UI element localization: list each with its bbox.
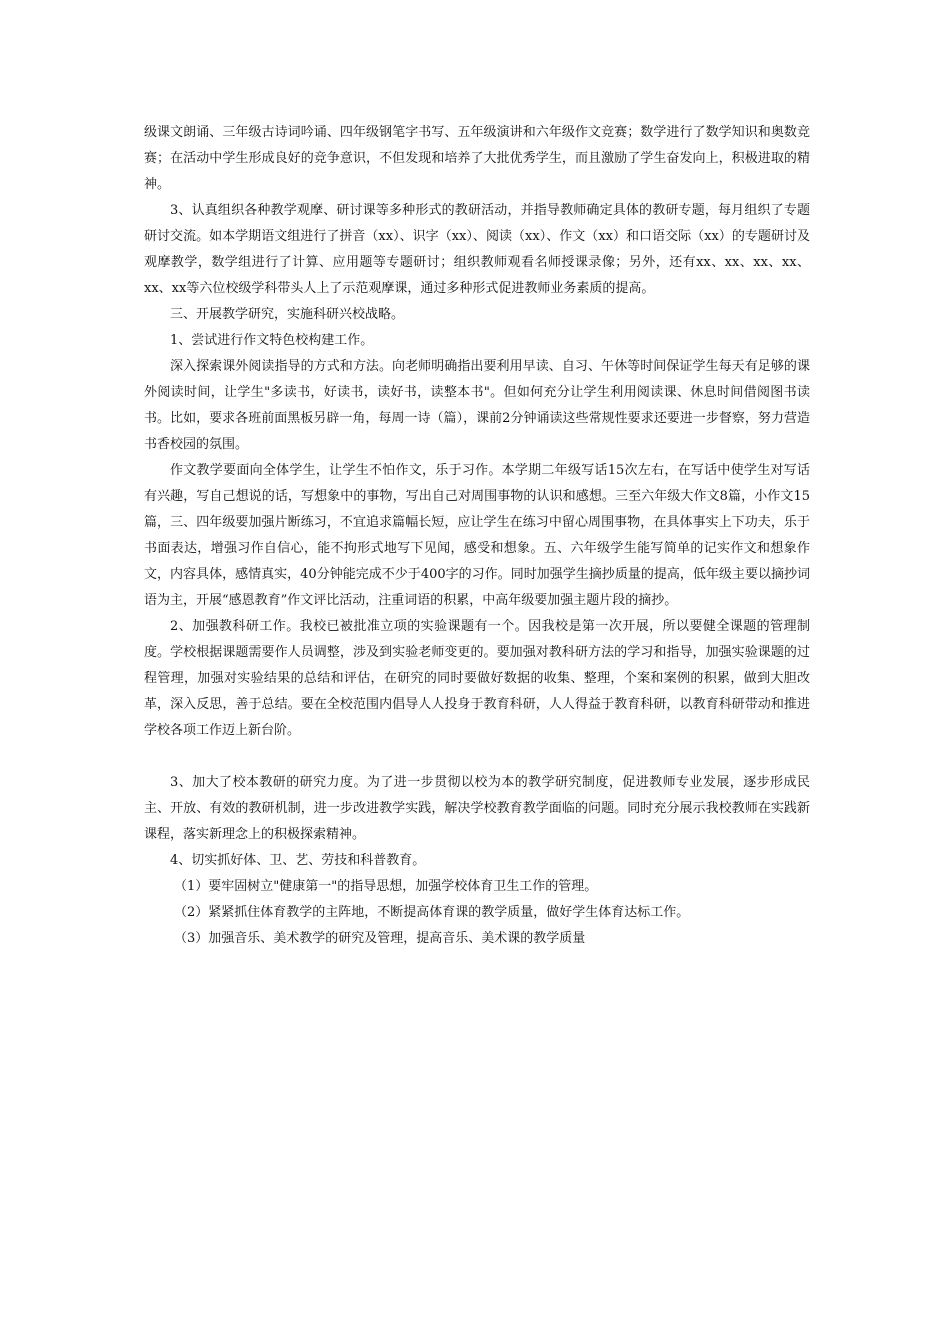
section-heading-research: 三、开展教学研究，实施科研兴校战略。 [170, 307, 405, 322]
document-body [144, 120, 810, 952]
paragraph-composition-teaching: 作文教学要面向全体学生，让学生不怕作文，乐于习作。本学期二年级写话15次左右，在写话中使学生对写话有兴趣，写自己想说的话，写想象中的事物，写出自己对周围事物的认识和感想。三至六年级大作文8篇，小作文15篇，三、四年级要加强片断练习，不宜追求篇幅长短，应让学生在练习中留心周围事物，在具体事实上下功夫，乐于书面表达，增强习作自信心，能不拘形式地写下见闻，感受和想象。五、六年级学生能写简单的记实作文和想象作文，内容具体，感情真实，40分钟能完成不少于400字的习作。同时加强学生摘抄质量的提高，低年级主要以摘抄词语为主，开展“感恩教育”作文评比活动，注重词语的积累，中高年级要加强主题片段的摘抄。 [144, 463, 810, 608]
paragraph-educational-research: 2、加强教科研工作。我校已被批准立项的实验课题有一个。因我校是第一次开展，所以要健全课题的管理制度。学校根据课题需要作人员调整，涉及到实验老师变更的。要加强对教科研方法的学习和指导，加强实验课题的过程管理，加强对实验结果的总结和评估，在研究的同时要做好数据的收集、整理，个案和案例的积累，做到大胆改革，深入反思，善于总结。要在全校范围内倡导人人投身于教育科研，人人得益于教育科研，以教育科研带动和推进学校各项工作迈上新台阶。 [144, 619, 810, 738]
sub-item-health-first: （1）要牢固树立"健康第一"的指导思想，加强学校体育卫生工作的管理。 [174, 879, 598, 894]
sub-item-music-art: （3）加强音乐、美术教学的研究及管理，提高音乐、美术课的教学质量 [174, 931, 586, 946]
blank-line [144, 744, 810, 770]
paragraph-school-based-research: 3、加大了校本教研的研究力度。为了进一步贯彻以校为本的教学研究制度，促进教师专业发展，逐步形成民主、开放、有效的教研机制，进一步改进教学实践，解决学校教育教学面临的问题。同时充分展示我校教师在实践新课程，落实新理念上的积极探索精神。 [144, 775, 810, 842]
item-heading-pe-health-arts: 4、切实抓好体、卫、艺、劳技和科普教育。 [170, 853, 426, 868]
item-heading-composition: 1、尝试进行作文特色校构建工作。 [170, 333, 374, 348]
paragraph-extracurricular-reading: 深入探索课外阅读指导的方式和方法。向老师明确指出要利用早读、自习、午休等时间保证学生每天有足够的课外阅读时间，让学生"多读书，好读书，读好书，读整本书"。但如何充分让学生利用阅读课、休息时间借阅图书读书。比如，要求各班前面黑板另辟一角，每周一诗（篇），课前2分钟诵读这些常规性要求还要进一步督察，努力营造书香校园的氛围。 [144, 359, 810, 452]
paragraph-competitions: 级课文朗诵、三年级古诗词吟诵、四年级钢笔字书写、五年级演讲和六年级作文竞赛；数学进行了数学知识和奥数竞赛；在活动中学生形成良好的竞争意识，不但发现和培养了大批优秀学生，而且激励了学生奋发向上，积极进取的精神。 [144, 125, 810, 192]
sub-item-pe-teaching: （2）紧紧抓住体育教学的主阵地，不断提高体育课的教学质量，做好学生体育达标工作。 [174, 905, 690, 920]
paragraph-teaching-research-activities: 3、认真组织各种教学观摩、研讨课等多种形式的教研活动，并指导教师确定具体的教研专题，每月组织了专题研讨交流。如本学期语文组进行了拼音（xx）、识字（xx）、阅读（xx）、作文（xx）和口语交际（xx）的专题研讨及观摩教学，数学组进行了计算、应用题等专题研讨；组织教师观看名师授课录像；另外，还有xx、xx、xx、xx、xx、xx等六位校级学科带头人上了示范观摩课，通过多种形式促进教师业务素质的提高。 [144, 203, 810, 296]
